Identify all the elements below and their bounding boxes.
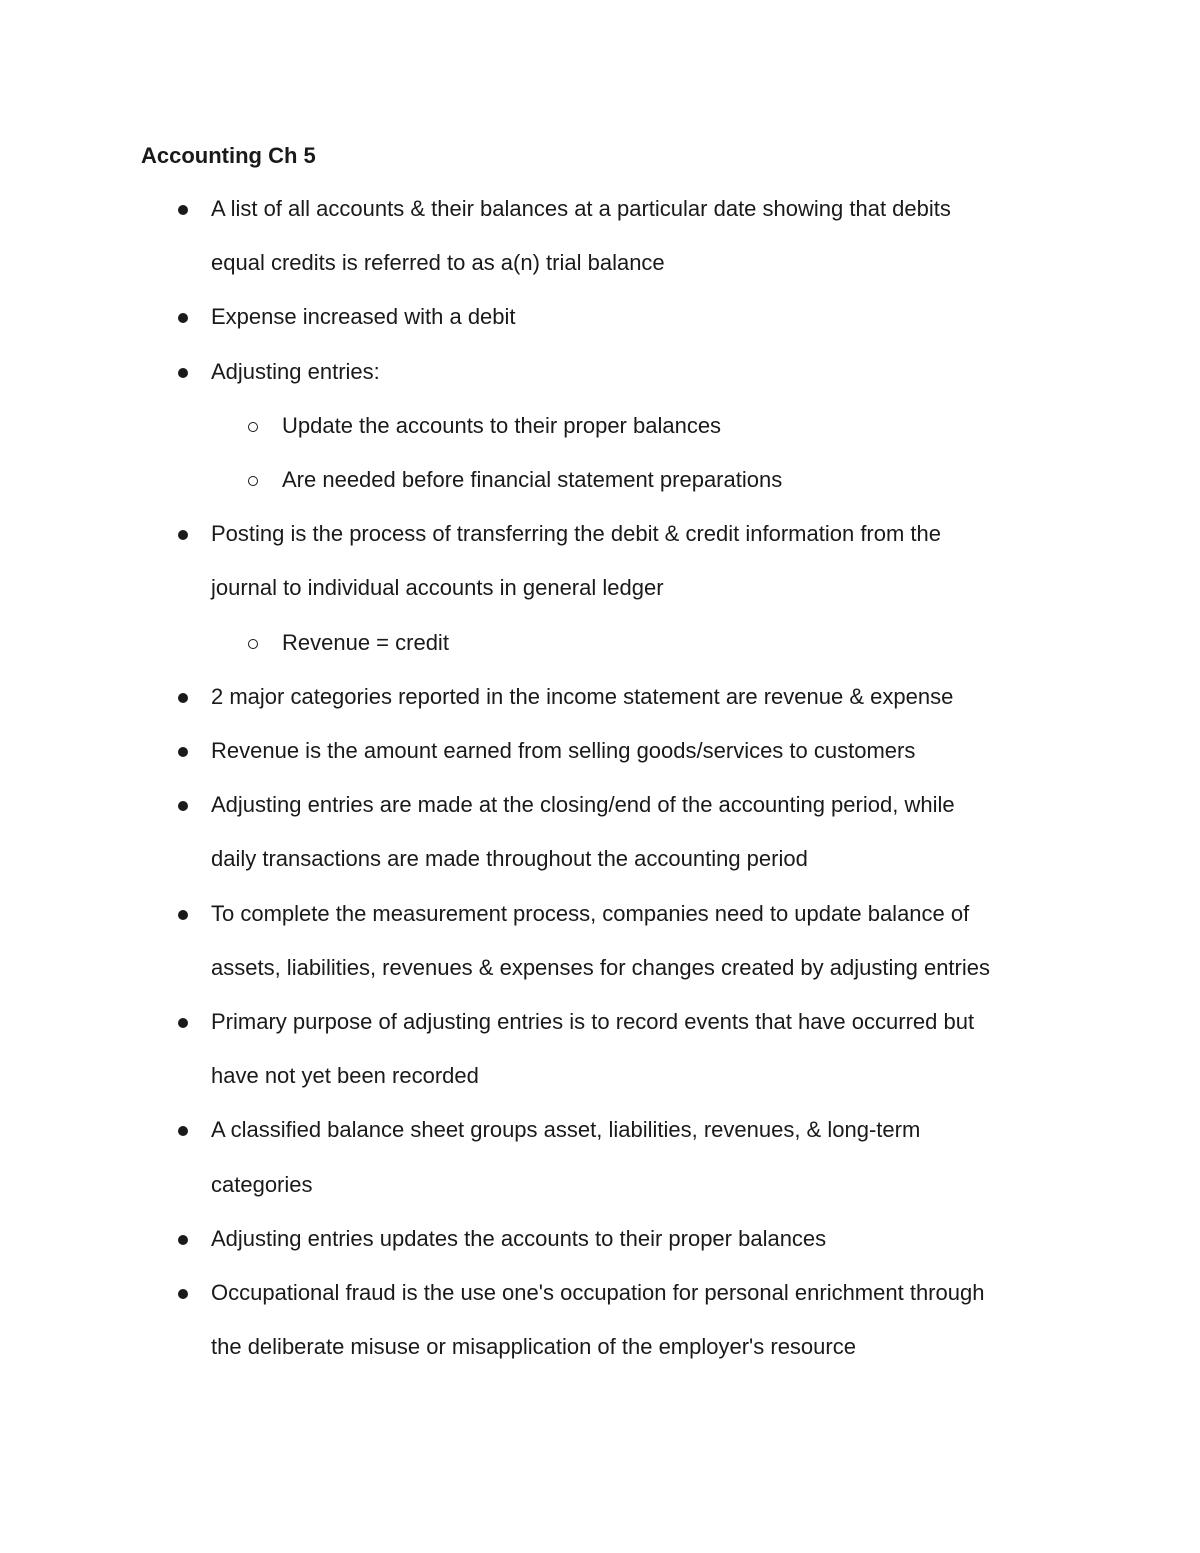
bullet-text-line: Expense increased with a debit xyxy=(211,304,516,330)
filled-circle-bullet-icon xyxy=(178,1235,188,1245)
bullet-text-line: daily transactions are made throughout the accounting period xyxy=(211,846,808,872)
bullet-text-line: equal credits is referred to as a(n) trial balance xyxy=(211,250,665,276)
bullet-item xyxy=(0,887,1200,995)
notes-list xyxy=(0,182,1200,1374)
bullet-text-line: Occupational fraud is the use one's occupation for personal enrichment through xyxy=(211,1280,985,1306)
bullet-text-line: A list of all accounts & their balances at a particular date showing that debits xyxy=(211,196,951,221)
filled-circle-bullet-icon xyxy=(178,530,188,540)
document-title: Accounting Ch 5 xyxy=(141,143,316,168)
bullet-text-line: Are needed before financial statement preparations xyxy=(282,467,783,493)
filled-circle-bullet-icon xyxy=(178,1126,188,1136)
hollow-circle-bullet-icon xyxy=(248,422,258,432)
filled-circle-bullet-icon xyxy=(178,910,188,920)
bullet-text-line: Revenue = credit xyxy=(282,629,449,655)
bullet-item xyxy=(0,290,1200,344)
filled-circle-bullet-icon xyxy=(178,313,188,323)
sub-bullet-item xyxy=(0,616,1200,670)
bullet-item xyxy=(0,670,1200,724)
bullet-text-line: Adjusting entries: xyxy=(211,358,380,384)
bullet-text-line: 2 major categories reported in the income statement are revenue & expense xyxy=(211,683,954,709)
bullet-text-line: To complete the measurement process, companies need to update balance of xyxy=(211,900,970,926)
sub-bullet-item xyxy=(0,399,1200,453)
filled-circle-bullet-icon xyxy=(178,1289,188,1299)
bullet-text-line: Update the accounts to their proper balances xyxy=(282,412,722,438)
filled-circle-bullet-icon xyxy=(178,368,188,378)
bullet-item xyxy=(0,1266,1200,1374)
bullet-text-line: categories xyxy=(211,1171,313,1197)
filled-circle-bullet-icon xyxy=(178,205,188,215)
bullet-item xyxy=(0,1212,1200,1266)
bullet-text-line: have not yet been recorded xyxy=(211,1063,479,1089)
sub-bullet-item xyxy=(0,453,1200,507)
bullet-text-line: Adjusting entries updates the accounts to their proper balances xyxy=(211,1225,827,1251)
filled-circle-bullet-icon xyxy=(178,747,188,757)
bullet-text-line: A classified balance sheet groups asset, liabilities, revenues, & long-term xyxy=(211,1117,921,1143)
bullet-text-line: Primary purpose of adjusting entries is to record events that have occurred but xyxy=(211,1009,975,1035)
bullet-item xyxy=(0,778,1200,886)
hollow-circle-bullet-icon xyxy=(248,476,258,486)
bullet-text-line: the deliberate misuse or misapplication of the employer's resource xyxy=(211,1334,856,1360)
bullet-item xyxy=(0,507,1200,615)
filled-circle-bullet-icon xyxy=(178,693,188,703)
bullet-text-line: Posting is the process of transferring the debit & credit information from the xyxy=(211,521,942,547)
bullet-item xyxy=(0,1103,1200,1211)
bullet-item xyxy=(0,182,1200,290)
bullet-item xyxy=(0,724,1200,778)
bullet-item xyxy=(0,345,1200,399)
bullet-text-line: assets, liabilities, revenues & expenses for changes created by adjusting entries xyxy=(211,954,990,980)
bullet-text-line: Adjusting entries are made at the closing/end of the accounting period, while xyxy=(211,792,955,818)
bullet-text-line: Revenue is the amount earned from selling goods/services to customers xyxy=(211,738,916,764)
filled-circle-bullet-icon xyxy=(178,1018,188,1028)
bullet-item xyxy=(0,995,1200,1103)
bullet-text-line: journal to individual accounts in general ledger xyxy=(211,575,664,601)
hollow-circle-bullet-icon xyxy=(248,639,258,649)
filled-circle-bullet-icon xyxy=(178,801,188,811)
